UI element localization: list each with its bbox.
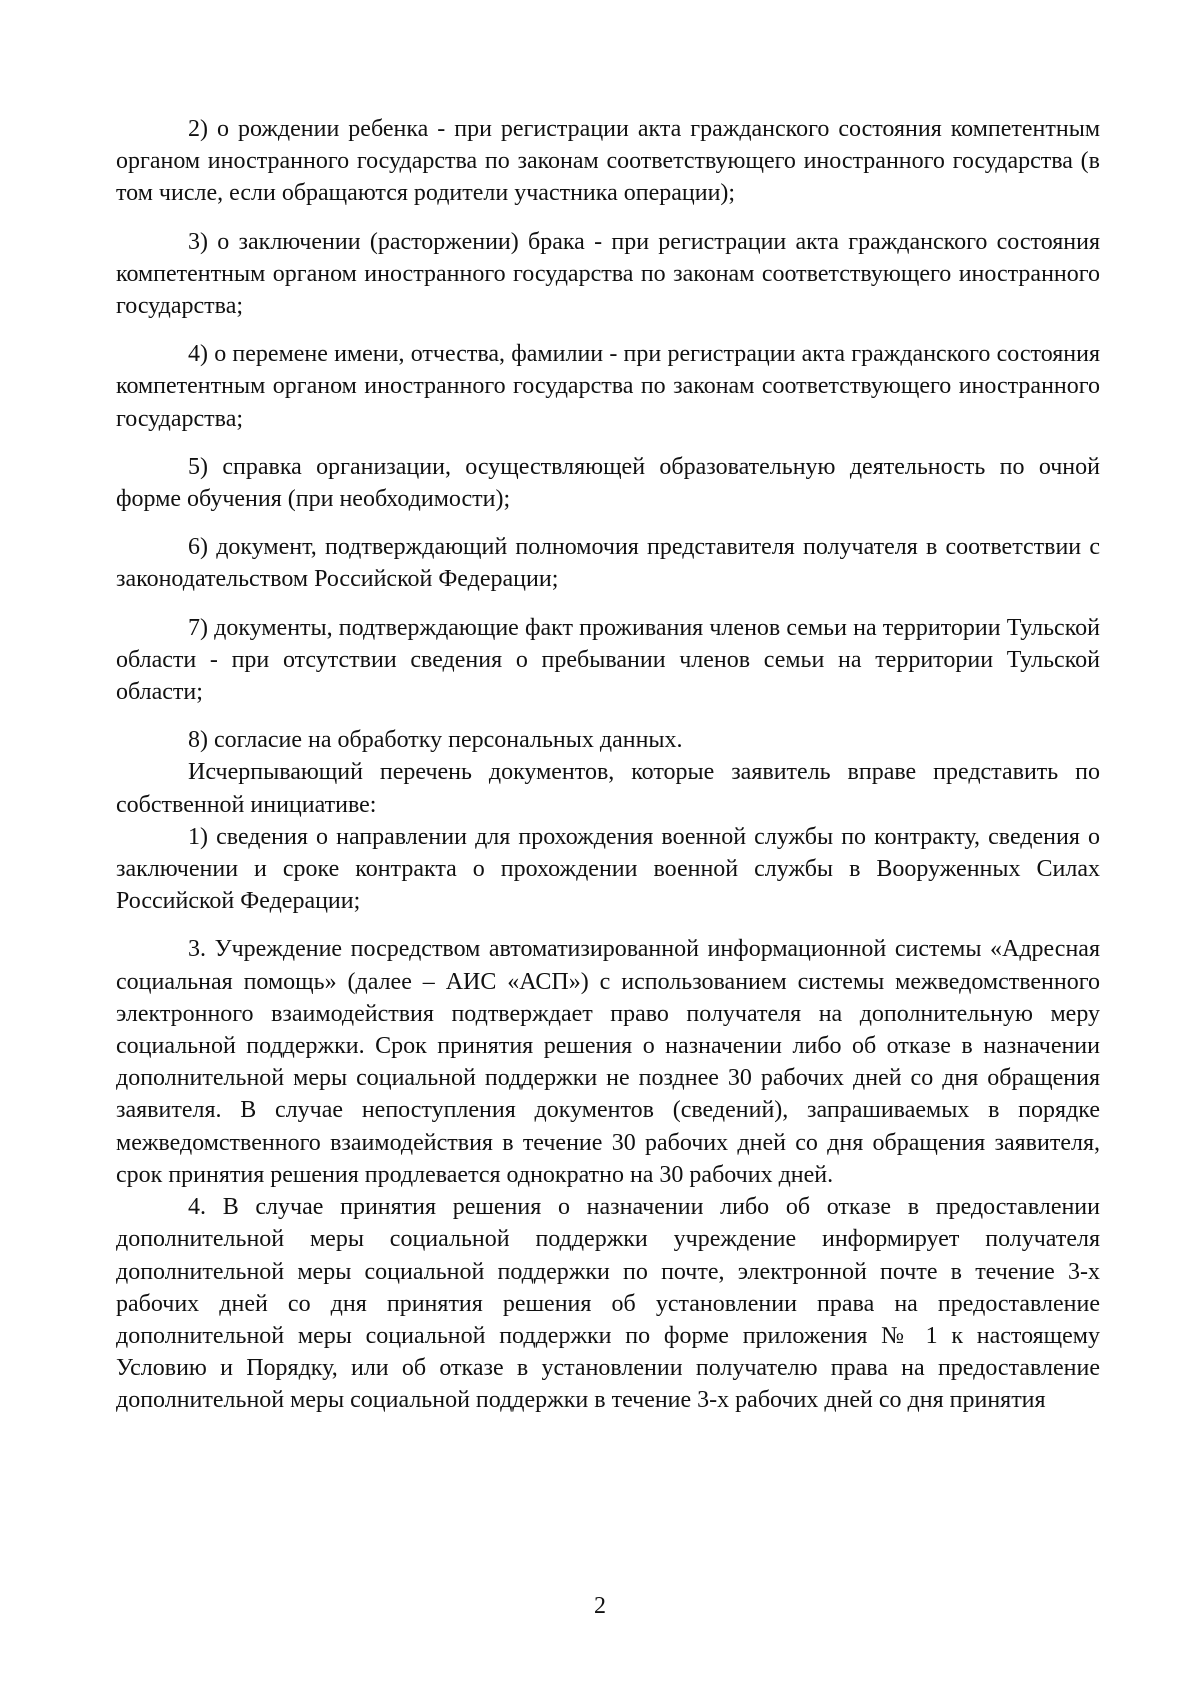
paragraph-section-4: 4. В случае принятия решения о назначении либо об отказе в предоставлении дополнительной меры социальной поддержки учреждение информирует получателя дополнительной меры социальной поддержки по почте, электронной почте в течение 3-х рабочих дней со дня принятия решения об установлении права на предоставление дополнительной меры социальной поддержки по форме приложения № 1 к настоящему Условию и Порядку, или об отказе в установлении получателю права на предоставление дополнительной меры социальной поддержки в течение 3-х рабочих дней со дня принятия — [116, 1194, 1100, 1414]
paragraph-education-certificate: 5) справка организации, осуществляющей образовательную деятельность по очной форме обучения (при необходимости); — [116, 453, 1100, 513]
document-body — [116, 113, 1100, 1417]
paragraph-representative: 6) документ, подтверждающий полномочия представителя получателя в соответствии с законодательством Российской Федерации; — [116, 534, 1100, 593]
paragraph-birth: 2) о рождении ребенка - при регистрации акта гражданского состояния компетентным органом иностранного государства по законам соответствующего иностранного государства (в том числе, если обращаются родители участника операции); — [116, 116, 1100, 207]
paragraph-marriage: 3) о заключении (расторжении) брака - при регистрации акта гражданского состояния компетентным органом иностранного государства по законам соответствующего иностранного государства; — [116, 228, 1100, 320]
paragraph-military-contract: 1) сведения о направлении для прохождения военной службы по контракту, сведения о заключении и сроке контракта о прохождении военной службы в Вооруженных Силах Российской Федерации; — [116, 823, 1100, 915]
paragraph-section-3: 3. Учреждение посредством автоматизированной информационной системы «Адресная социальная помощь» (далее – АИС «АСП») с использованием системы межведомственного электронного взаимодействия подтверждает право получателя на дополнительную меру социальной поддержки. Срок принятия решения о назначении либо об отказе в назначении дополнительной меры социальной поддержки не позднее 30 рабочих дней со дня обращения заявителя. В случае непоступления документов (сведений), запрашиваемых в порядке межведомственного взаимодействия в течение 30 рабочих дней со дня обращения заявителя, срок принятия решения продлевается однократно на 30 рабочих дней. — [116, 936, 1100, 1188]
page-number: 2 — [594, 1593, 606, 1619]
paragraph-consent: 8) согласие на обработку персональных данных. — [188, 727, 683, 754]
paragraph-optional-list-heading: Исчерпывающий перечень документов, которые заявитель вправе представить по собственной инициативе: — [116, 759, 1100, 818]
paragraph-name-change: 4) о перемене имени, отчества, фамилии - при регистрации акта гражданского состояния компетентным органом иностранного государства по законам соответствующего иностранного государства; — [116, 341, 1100, 432]
paragraph-residence: 7) документы, подтверждающие факт проживания членов семьи на территории Тульской области - при отсутствии сведения о пребывании членов семьи на территории Тульской области; — [116, 614, 1100, 706]
